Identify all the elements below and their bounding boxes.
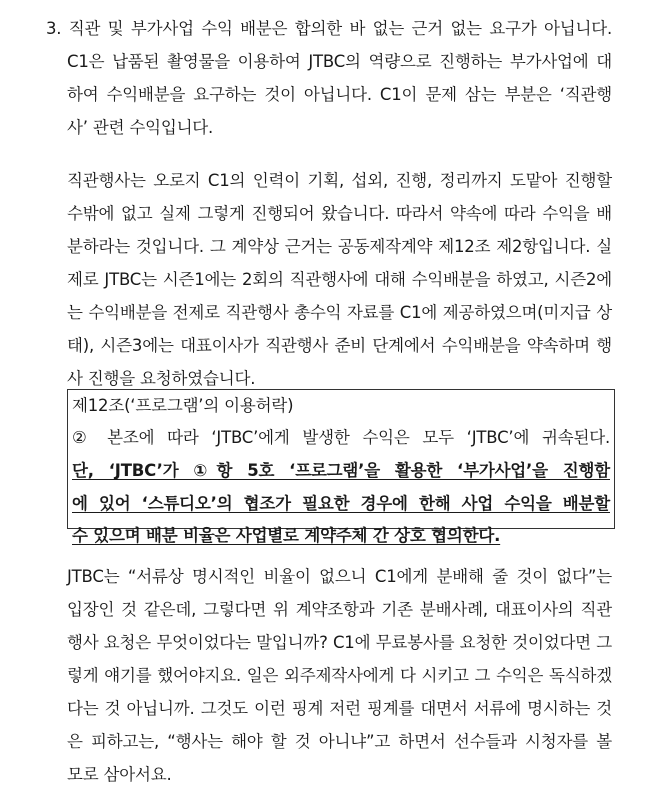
text-line: 사 진행을 요청하였습니다. <box>67 369 256 388</box>
text-line: 입장인 것 같은데, 그렇다면 위 계약조항과 기존 분배사례, 대표이사의 직관 <box>67 600 612 619</box>
text-line: 직관행사는 오로지 C1의 인력이 기획, 섭외, 진행, 정리까지 도맡아 진행할 <box>67 171 612 190</box>
clause-title: 제12조(‘프로그램’의 이용허락) <box>72 396 294 415</box>
text-line: 수밖에 없고 실제 그렇게 진행되어 왔습니다. 따라서 약속에 따라 수익을 배 <box>67 204 612 223</box>
clause-underlined-line: 수 있으며 배분 비율은 사업별로 계약주체 간 상호 협의한다. <box>72 526 501 545</box>
text-line: 태), 시즌3에는 대표이사가 직관행사 준비 단계에서 수익배분을 약속하며 행 <box>67 336 612 355</box>
section-heading: 3. 직관 및 부가사업 수익 배분은 합의한 바 없는 근거 없는 요구가 아닙니다. <box>46 19 612 38</box>
text-line: 사’ 관련 수익입니다. <box>67 118 214 137</box>
text-line: 행사 요청은 무엇이었다는 말입니까? C1에 무료봉사를 요청한 것이었다면 그 <box>67 633 612 652</box>
text-line: 은 피하고는, “행사는 해야 할 것 아니냐”고 하면서 선수들과 시청자를 볼 <box>67 732 612 751</box>
clause-text-line: ② 본조에 따라 ‘JTBC’에게 발생한 수익은 모두 ‘JTBC’에 귀속된다. <box>72 428 610 447</box>
text-line: JTBC는 “서류상 명시적인 비율이 없으니 C1에게 분배해 줄 것이 없다”는 <box>67 567 612 586</box>
text-line: 는 수익배분을 전제로 직관행사 총수익 자료를 C1에 제공하였으며(미지급 상 <box>67 303 612 322</box>
text-line: 렇게 얘기를 했어야지요. 일은 외주제작사에게 다 시키고 그 수익은 독식하겠 <box>67 666 612 685</box>
text-line: 다는 것 아닙니까. 그것도 이런 핑계 저런 핑계를 대면서 서류에 명시하는 것 <box>67 699 612 718</box>
text-line: 분하라는 것입니다. 그 계약상 근거는 공동제작계약 제12조 제2항입니다. 실 <box>67 237 612 256</box>
text-line: C1은 납품된 촬영물을 이용하여 JTBC의 역량으로 진행하는 부가사업에 대 <box>67 52 612 71</box>
clause-underlined-line: 에 있어 ‘스튜디오’의 협조가 필요한 경우에 한해 사업 수익을 배분할 <box>72 494 610 513</box>
clause-underlined-line: 단, ‘JTBC’가 ①항 5호 ‘프로그램’을 활용한 ‘부가사업’을 진행함 <box>72 461 610 480</box>
text-line: 모로 삼아서요. <box>67 765 172 784</box>
text-line: 하여 수익배분을 요구하는 것이 아닙니다. C1이 문제 삼는 부분은 ‘직관행 <box>67 85 612 104</box>
text-line: 제로 JTBC는 시즌1에는 2회의 직관행사에 대해 수익배분을 하였고, 시즌2에 <box>67 270 612 289</box>
